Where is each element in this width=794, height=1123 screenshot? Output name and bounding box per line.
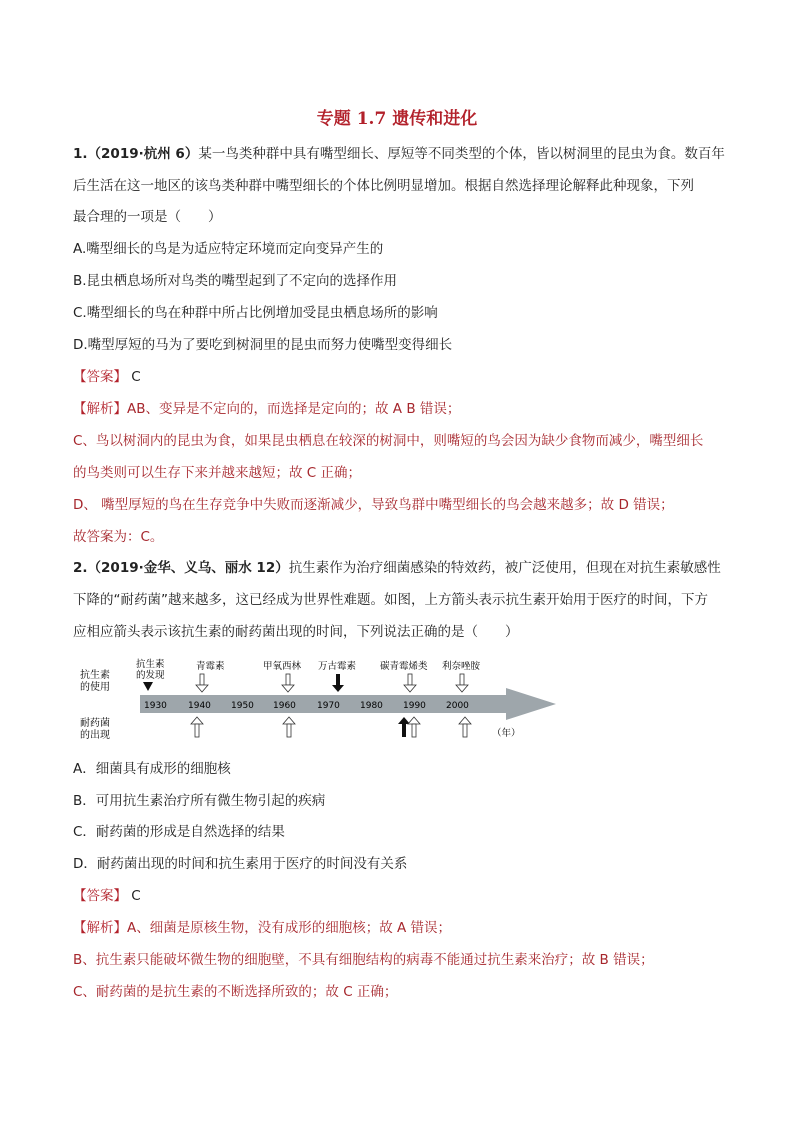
q1-source: （2019·杭州 6） bbox=[87, 146, 199, 162]
q1-stem-line-3: 最合理的一项是（ ） bbox=[73, 209, 222, 225]
q1-option-b: B.昆虫栖息场所对鸟类的嘴型起到了不定向的选择作用 bbox=[73, 273, 398, 289]
drug-label-linezolid: 利奈唑胺 bbox=[442, 661, 481, 672]
bottom-row-label-1: 耐药菌 bbox=[80, 718, 110, 729]
q2-stem-line-1: 2.（2019·金华、义乌、丽水 12）抗生素作为治疗细菌感染的特效药，被广泛使用，但现在对抗生素敏感性 bbox=[73, 560, 721, 576]
q2-analysis-line-1: 【解析】A、细菌是原核生物，没有成形的细胞核；故 A 错误； bbox=[73, 920, 452, 936]
q2-option-b: B．可用抗生素治疗所有微生物引起的疾病 bbox=[73, 793, 326, 809]
drug-label-carbapenem: 碳青霉烯类 bbox=[380, 661, 428, 672]
analysis-label: 【解析】 bbox=[73, 920, 127, 936]
q1-stem-line-2: 后生活在这一地区的该鸟类种群中嘴型细长的个体比例明显增加。根据自然选择理论解释此种现象，下列 bbox=[73, 178, 694, 194]
q1-analysis-line-3: 的鸟类则可以生存下来并越来越短；故 C 正确； bbox=[73, 465, 362, 481]
drug-label-methicillin: 甲氧西林 bbox=[263, 661, 302, 672]
use-arrow-penicillin-icon bbox=[196, 674, 208, 692]
q2-number: 2. bbox=[73, 560, 88, 576]
q1-analysis-line-4: D、 嘴型厚短的鸟在生存竞争中失败而逐渐减少，导致鸟群中嘴型细长的鸟会越来越多；故 D 错误； bbox=[73, 497, 674, 513]
drug-label-vancomycin: 万古霉素 bbox=[318, 661, 357, 672]
answer-label: 【答案】 bbox=[73, 369, 127, 385]
bottom-row-label-2: 的出现 bbox=[80, 730, 110, 741]
q1-stem-line-1: 1.（2019·杭州 6）某一鸟类种群中具有嘴型细长、厚短等不同类型的个体，皆以树洞里的昆虫为食。数百年 bbox=[73, 146, 725, 162]
year-1990: 1990 bbox=[403, 701, 426, 711]
use-arrow-carbapenem-icon bbox=[404, 674, 416, 692]
top-row-label-2: 的使用 bbox=[80, 682, 110, 693]
q2-option-d: D．耐药菌出现的时间和抗生素用于医疗的时间没有关系 bbox=[73, 856, 408, 872]
q1-option-d: D.嘴型厚短的马为了要吃到树洞里的昆虫而努力使嘴型变得细长 bbox=[73, 337, 453, 353]
discovery-label-2: 的发现 bbox=[136, 670, 165, 681]
q2-option-a: A．细菌具有成形的细胞核 bbox=[73, 761, 231, 777]
antibiotic-timeline-figure bbox=[78, 655, 558, 745]
q2-source: （2019·金华、义乌、丽水 12） bbox=[87, 560, 289, 576]
year-1930: 1930 bbox=[144, 701, 167, 711]
q1-option-c: C.嘴型细长的鸟在种群中所占比例增加受昆虫栖息场所的影响 bbox=[73, 305, 438, 321]
q2-stem-line-3: 应相应箭头表示该抗生素的耐药菌出现的时间，下列说法正确的是（ ） bbox=[73, 624, 519, 640]
year-2000: 2000 bbox=[446, 701, 469, 711]
year-1960: 1960 bbox=[273, 701, 296, 711]
answer-value: C bbox=[131, 369, 141, 385]
top-row-label-1: 抗生素 bbox=[80, 670, 110, 681]
answer-value: C bbox=[131, 888, 141, 904]
year-1950: 1950 bbox=[231, 701, 254, 711]
discovery-label-1: 抗生素 bbox=[136, 659, 165, 670]
resist-arrow-5-icon bbox=[459, 717, 471, 737]
q2-stem-line-2: 下降的“耐药菌”越来越多，这已经成为世界性难题。如图，上方箭头表示抗生素开始用于医疗的时间，下方 bbox=[73, 592, 708, 608]
q1-analysis-line-1: 【解析】AB、变异是不定向的，而选择是定向的；故 A B 错误； bbox=[73, 401, 461, 417]
q2-analysis-line-3: C、耐药菌的是抗生素的不断选择所致的；故 C 正确； bbox=[73, 984, 398, 1000]
resist-arrow-1-icon bbox=[191, 717, 203, 737]
drug-label-penicillin: 青霉素 bbox=[196, 661, 225, 672]
q1-analysis-line-2: C、鸟以树洞内的昆虫为食，如果昆虫栖息在较深的树洞中，则嘴短的鸟会因为缺少食物而减少，嘴型细长 bbox=[73, 433, 704, 449]
analysis-label: 【解析】 bbox=[73, 401, 127, 417]
q1-option-a: A.嘴型细长的鸟是为适应特定环境而定向变异产生的 bbox=[73, 241, 384, 257]
resist-arrow-4-icon bbox=[408, 717, 420, 737]
use-arrow-methicillin-icon bbox=[282, 674, 294, 692]
resist-arrow-3-icon bbox=[398, 717, 410, 737]
year-1970: 1970 bbox=[317, 701, 340, 711]
q2-answer bbox=[73, 885, 141, 907]
resist-arrow-2-icon bbox=[283, 717, 295, 737]
year-unit: （年） bbox=[492, 728, 521, 739]
page-title: 专题 1.7 遗传和进化 bbox=[316, 109, 478, 129]
q2-analysis-line-2: B、抗生素只能破坏微生物的细胞壁，不具有细胞结构的病毒不能通过抗生素来治疗；故 B 错误； bbox=[73, 952, 654, 968]
answer-label: 【答案】 bbox=[73, 888, 127, 904]
year-1980: 1980 bbox=[360, 701, 383, 711]
use-arrow-vancomycin-icon bbox=[332, 674, 344, 692]
q1-analysis-line-5: 故答案为：C。 bbox=[73, 529, 164, 545]
discovery-marker-icon bbox=[143, 682, 153, 691]
year-1940: 1940 bbox=[188, 701, 211, 711]
use-arrow-linezolid-icon bbox=[456, 674, 468, 692]
q1-answer bbox=[73, 366, 141, 388]
q2-option-c: C．耐药菌的形成是自然选择的结果 bbox=[73, 824, 285, 840]
q1-number: 1. bbox=[73, 146, 88, 162]
